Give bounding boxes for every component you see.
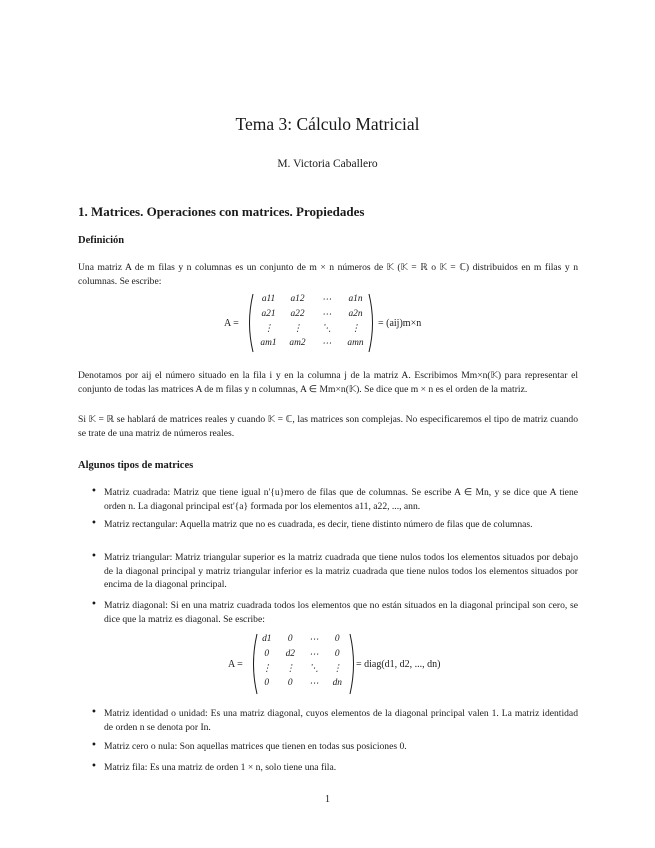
- bullet-marker: •: [91, 761, 97, 772]
- matrix-diagonal-equation: [0, 632, 655, 696]
- matrix-cell: 0: [287, 634, 293, 644]
- bullet-marker: •: [91, 599, 97, 610]
- list-item-triangular: Matriz triangular: Matriz triangular superior es la matriz cuadrada que tiene nulos todos los elementos situados por debajo de la diagonal principal y matriz triangular inferior es la matriz cuadrada que tiene nulos todos los elementos situados por encima de la diagonal principal.: [104, 552, 578, 591]
- list-item-cuadrada: Matriz cuadrada: Matriz que tiene igual n'{u}mero de filas que de columnas. Se escribe A ∈ Mn, y se dice que A tiene orden n. La diagonal principal est'{a} formada por los elementos a11, a22, ..., ann.: [104, 487, 578, 512]
- bullet-marker: •: [91, 707, 97, 718]
- list-item-fila: Matriz fila: Es una matriz de orden 1 × n, solo tiene una fila.: [104, 762, 337, 773]
- section-heading: 1. Matrices. Operaciones con matrices. Propiedades: [78, 204, 365, 219]
- matrix-cell: ⋮: [350, 324, 361, 334]
- matrix-cell: dn: [332, 677, 342, 688]
- matrix-cell: ⋮: [292, 324, 303, 334]
- matrix-d-body: [255, 634, 351, 696]
- matrix-cell: ⋯: [309, 678, 319, 689]
- matrix-cell: a1n: [348, 294, 363, 304]
- matrix-cell: ⋮: [262, 664, 272, 674]
- bullet-marker: •: [91, 486, 97, 497]
- matrix-d-lhs: A =: [228, 659, 243, 670]
- bullet-marker: •: [91, 551, 97, 562]
- matrix-a-body: [254, 294, 372, 354]
- matrix-a-rhs: = (aij)m×n: [378, 318, 422, 329]
- real-complex-paragraph: Si 𝕂 = ℝ se hablará de matrices reales y cuando 𝕂 = ℂ, las matrices son complejas. No especificaremos el tipo de matriz cuando se trate de una matriz de números reales.: [78, 414, 578, 439]
- matrix-cell: 0: [264, 677, 270, 688]
- list-item-rectangular: Matriz rectangular: Aquella matriz que no es cuadrada, es decir, tiene distinto número de filas que de columnas.: [104, 519, 533, 530]
- matrix-cell: ⋯: [321, 309, 332, 320]
- list-item-nula: Matriz cero o nula: Son aquellas matrices que tienen en todas sus posiciones 0.: [104, 741, 407, 752]
- matrix-a-lhs: A =: [224, 318, 239, 329]
- matrix-cell: ⋮: [263, 324, 274, 334]
- matrix-cell: ⋮: [332, 664, 342, 674]
- matrix-cell: 0: [264, 648, 270, 659]
- definicion-heading: Definición: [78, 235, 125, 246]
- matrix-cell: d2: [285, 648, 295, 659]
- matrix-cell: am2: [289, 337, 306, 348]
- page-title: Tema 3: Cálculo Matricial: [235, 114, 420, 134]
- notation-paragraph: Denotamos por aij el número situado en la fila i y en la columna j de la matriz A. Escribimos Mm×n(𝕂) para representar el conjunto de todas las matrices A de m filas y n columnas, A ∈ Mm×n(𝕂). Se dice que m × n es el orden de la matriz.: [78, 370, 578, 395]
- matrix-cell: am1: [260, 337, 277, 348]
- definition-paragraph: Una matriz A de m filas y n columnas es un conjunto de m × n números de 𝕂 (𝕂 = ℝ o 𝕂 = ℂ) distribuidos en m filas y n columnas. Se escribe:: [78, 262, 578, 287]
- matrix-cell: ⋱: [321, 324, 332, 334]
- matrix-cell: 0: [334, 634, 340, 644]
- matrix-cell: a2n: [348, 308, 363, 319]
- list-item-diagonal: Matriz diagonal: Si en una matriz cuadrada todos los elementos que no están situados en la diagonal principal son cero, se dice que la matriz es diagonal. Se escribe:: [104, 600, 578, 625]
- matrix-cell: ⋯: [321, 338, 332, 349]
- tipos-heading: Algunos tipos de matrices: [78, 460, 194, 471]
- matrix-cell: 0: [287, 677, 293, 688]
- matrix-cell: a22: [290, 308, 305, 319]
- list-item-identidad: Matriz identidad o unidad: Es una matriz diagonal, cuyos elementos de la diagonal principal valen 1. La matriz identidad de orden n se denota por In.: [104, 708, 578, 733]
- matrix-cell: a11: [261, 294, 276, 304]
- matrix-d-rhs: = diag(d1, d2, ..., dn): [356, 659, 441, 670]
- matrix-cell: d1: [262, 634, 272, 644]
- matrix-cell: ⋯: [309, 635, 319, 645]
- page-number: 1: [325, 794, 330, 805]
- bullet-marker: •: [91, 740, 97, 751]
- matrix-cell: 0: [334, 648, 340, 659]
- matrix-cell: ⋮: [285, 664, 295, 674]
- author-name: M. Victoria Caballero: [277, 158, 378, 170]
- matrix-cell: ⋱: [309, 664, 319, 674]
- bullet-marker: •: [91, 518, 97, 529]
- matrix-cell: a21: [261, 308, 276, 319]
- matrix-a-equation: [0, 292, 655, 354]
- matrix-cell: amn: [347, 337, 364, 348]
- matrix-cell: ⋯: [309, 649, 319, 660]
- matrix-cell: ⋯: [321, 295, 332, 305]
- matrix-cell: a12: [290, 294, 305, 304]
